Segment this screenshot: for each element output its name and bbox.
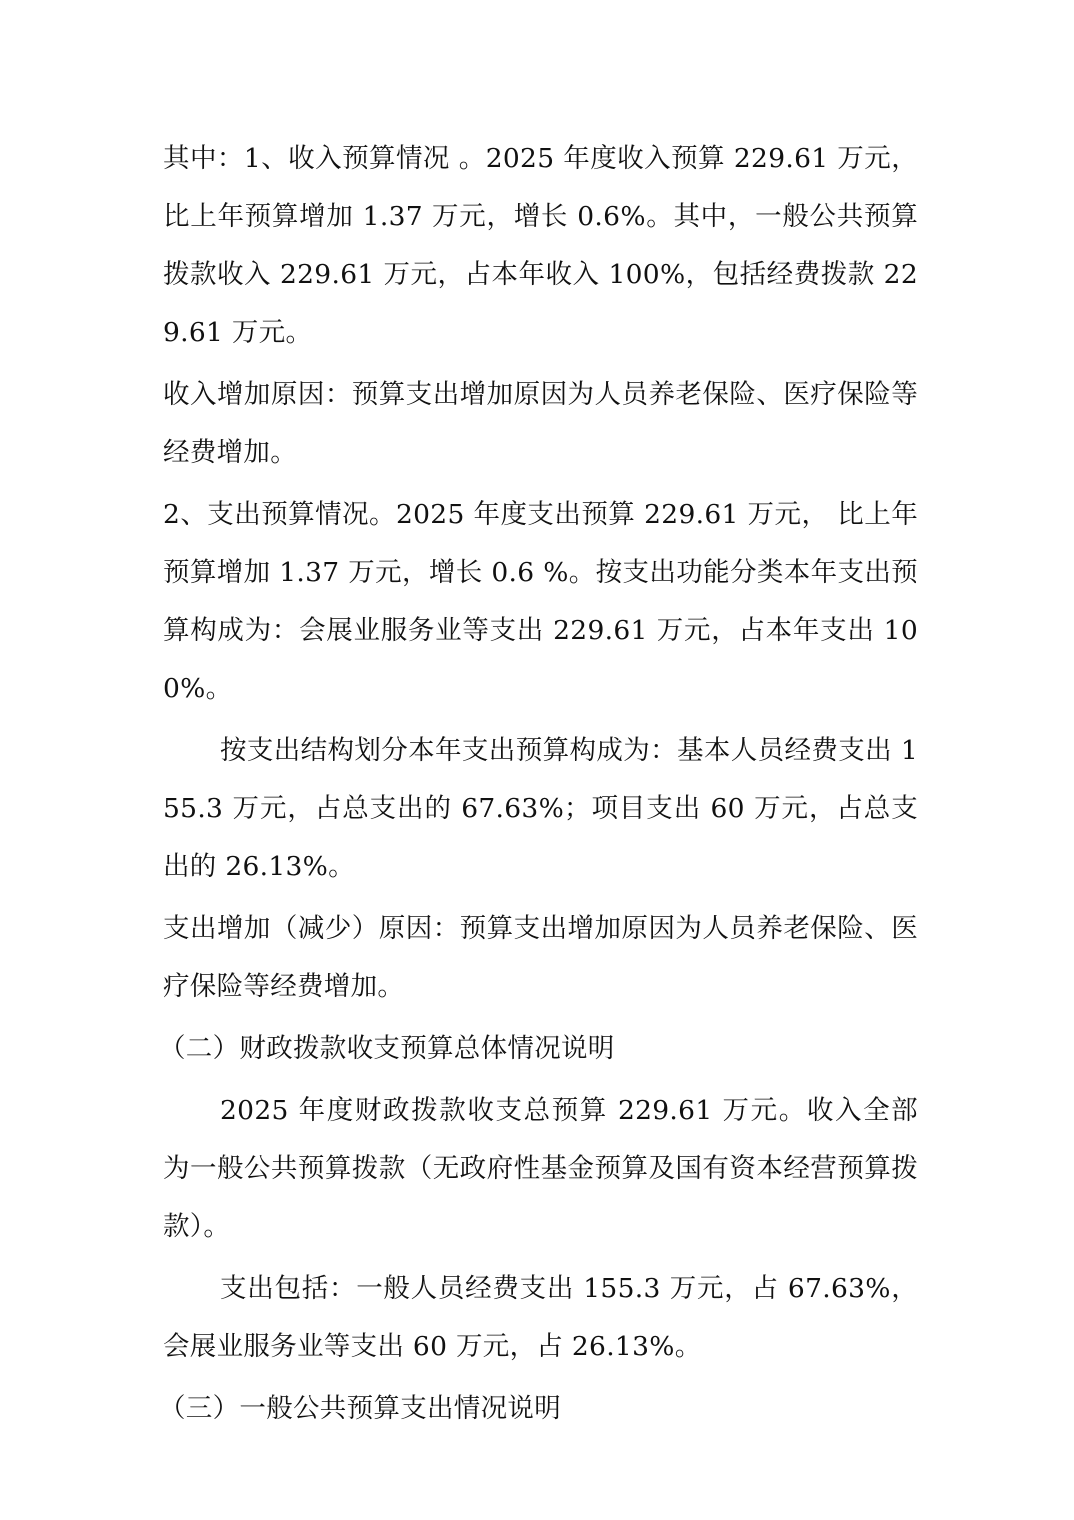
paragraph-income-increase-reason: 收入增加原因：预算支出增加原因为人员养老保险、医疗保险等经费增加。 <box>163 379 918 468</box>
section-heading-general-public-expenditure: （三）一般公共预算支出情况说明 <box>159 1393 561 1424</box>
paragraph-fiscal-expenditure: 支出包括：一般人员经费支出 155.3 万元，占 67.63%，会展业服务业等支出 60 万元，占 26.13%。 <box>163 1273 918 1362</box>
paragraph-expenditure-budget: 2、支出预算情况。2025 年度支出预算 229.61 万元， 比上年预算增加 1.37 万元，增长 0.6 %。按支出功能分类本年支出预算构成为：会展业服务业等支出 229.61 万元，占本年支出 100%。 <box>163 499 918 704</box>
paragraph-expenditure-structure: 按支出结构划分本年支出预算构成为：基本人员经费支出 155.3 万元，占总支出的 67.63%；项目支出 60 万元，占总支出的 26.13%。 <box>163 735 918 882</box>
paragraph-expenditure-change-reason: 支出增加（减少）原因：预算支出增加原因为人员养老保险、医疗保险等经费增加。 <box>163 913 918 1002</box>
document-body <box>159 130 918 1438</box>
section-heading-fiscal-overview: （二）财政拨款收支预算总体情况说明 <box>159 1033 615 1064</box>
paragraph-fiscal-total: 2025 年度财政拨款收支总预算 229.61 万元。收入全部为一般公共预算拨款（无政府性基金预算及国有资本经营预算拨款）。 <box>163 1095 918 1242</box>
paragraph-income-budget: 其中：1、收入预算情况 。2025 年度收入预算 229.61 万元，比上年预算增加 1.37 万元，增长 0.6%。其中，一般公共预算拨款收入 229.61 万元，占本年收入 100%，包括经费拨款 229.61 万元。 <box>163 143 918 348</box>
